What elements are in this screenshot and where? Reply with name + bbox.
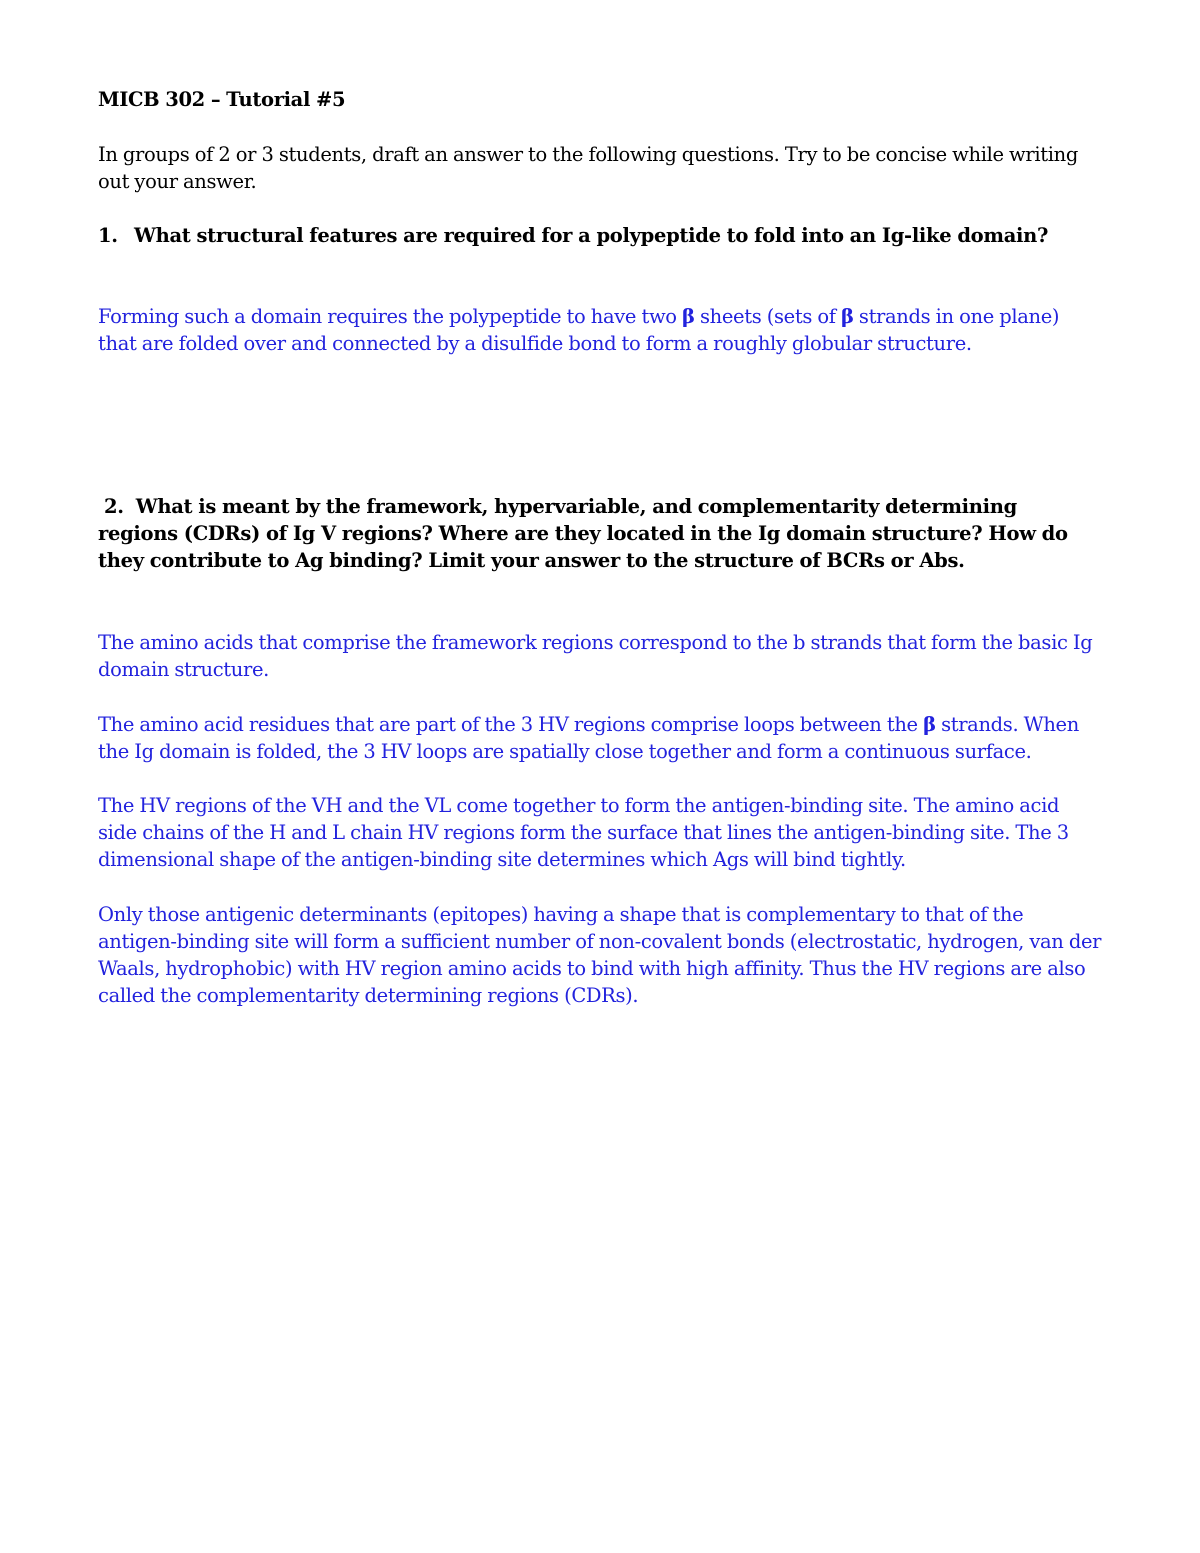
answer-2-paragraph-3: The HV regions of the VH and the VL come together to form the antigen-binding site. The amino acid side chains of the H and L chain HV regions form the surface that lines the antigen-binding site. The 3 dimensional shape of the antigen-binding site determines which Ags will bind tightly. (98, 794, 1069, 871)
answer-2-paragraph-1: The amino acids that comprise the framework regions correspond to the b strands that form the basic Ig domain structure. (98, 631, 1093, 681)
question-2 (98, 493, 1102, 574)
beta-symbol: β (923, 713, 936, 736)
answer-2-paragraph-2: The amino acid residues that are part of the 3 HV regions comprise loops between the β strands. When the Ig domain is folded, the 3 HV loops are spatially close together and form a continuous surface. (98, 713, 1079, 763)
question-2-number: 2. (104, 495, 124, 518)
answer-2-paragraph-4: Only those antigenic determinants (epitopes) having a shape that is complementary to that of the antigen-binding site will form a sufficient number of non-covalent bonds (electrostatic, hydrogen, van der Waals, hydrophobic) with HV region amino acids to bind with high affinity. Thus the HV regions are also called the complementarity determining regions (CDRs). (98, 903, 1102, 1007)
question-1 (98, 222, 1102, 249)
document-title: MICB 302 – Tutorial #5 (98, 88, 346, 111)
instructions-text: In groups of 2 or 3 students, draft an answer to the following questions. Try to be concise while writing out your answer. (98, 143, 1078, 193)
beta-symbol: β (840, 305, 854, 328)
question-2-text: What is meant by the framework, hypervariable, and complementarity determining regions (CDRs) of Ig V regions? Where are they located in the Ig domain structure? How do they contribute to Ag binding? Limit your answer to the structure of BCRs or Abs. (98, 495, 1068, 572)
answer-1-paragraph: Forming such a domain requires the polypeptide to have two β sheets (sets of β strands in one plane) that are folded over and connected by a disulfide bond to form a roughly globular structure. (98, 305, 1060, 355)
beta-symbol: β (682, 305, 695, 328)
question-1-text: What structural features are required for a polypeptide to fold into an Ig-like domain? (134, 224, 1049, 247)
question-1-number: 1. (98, 224, 118, 247)
